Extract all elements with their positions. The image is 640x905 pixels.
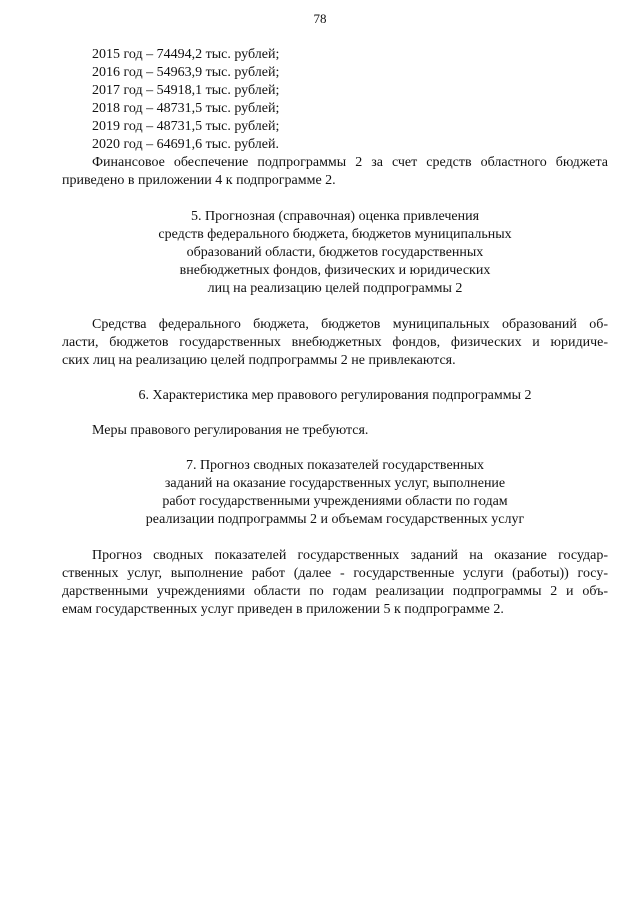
paragraph-line: Средства федерального бюджета, бюджетов муниципальных образований об- <box>92 317 608 332</box>
heading-line: 5. Прогнозная (справочная) оценка привлечения <box>190 209 480 224</box>
financing-paragraph <box>62 154 608 190</box>
paragraph-line: Прогноз сводных показателей государственных заданий на оказание государ- <box>92 548 608 563</box>
heading-line: внебюджетных фондов, физических и юридических <box>179 263 491 278</box>
paragraph-line: ственных услуг, выполнение работ (далее - государственные услуги (работы)) госу- <box>62 566 608 581</box>
paragraph-line: ских лиц на реализацию целей подпрограммы 2 не привлекаются. <box>62 353 456 368</box>
funding-year-line: 2017 год – 54918,1 тыс. рублей; <box>92 83 280 98</box>
heading-line: заданий на оказание государственных услуг, выполнение <box>164 476 506 491</box>
section-5-paragraph <box>62 316 608 370</box>
funding-year-line: 2019 год – 48731,5 тыс. рублей; <box>92 119 280 134</box>
paragraph-line: Финансовое обеспечение подпрограммы 2 за счет средств областного бюджета <box>92 155 608 170</box>
section-6-heading <box>62 387 608 405</box>
heading-line: реализации подпрограммы 2 и объемам государственных услуг <box>145 512 525 527</box>
paragraph-line: дарственными учреждениями области по годам реализации подпрограммы 2 и объ- <box>62 584 608 599</box>
paragraph-line: ласти, бюджетов государственных внебюджетных фондов, физических и юридиче- <box>62 335 608 350</box>
heading-line: средств федерального бюджета, бюджетов муниципальных <box>158 227 512 242</box>
funding-by-year-list <box>92 46 608 154</box>
paragraph-line: емам государственных услуг приведен в приложении 5 к подпрограмме 2. <box>62 602 504 617</box>
funding-year-line: 2020 год – 64691,6 тыс. рублей. <box>92 137 279 152</box>
funding-year-line: 2016 год – 54963,9 тыс. рублей; <box>92 65 280 80</box>
heading-line: 6. Характеристика мер правового регулирования подпрограммы 2 <box>138 388 532 403</box>
section-6-paragraph <box>62 422 608 440</box>
heading-line: образований области, бюджетов государственных <box>186 245 484 260</box>
section-7-heading <box>62 457 608 529</box>
funding-year-line: 2018 год – 48731,5 тыс. рублей; <box>92 101 280 116</box>
section-7-paragraph <box>62 547 608 619</box>
heading-line: лиц на реализацию целей подпрограммы 2 <box>207 281 463 296</box>
page-number: 78 <box>313 11 327 26</box>
paragraph-line: приведено в приложении 4 к подпрограмме 2. <box>62 173 336 188</box>
paragraph-line: Меры правового регулирования не требуются. <box>92 423 369 438</box>
section-5-heading <box>62 208 608 298</box>
page-content <box>62 46 608 619</box>
funding-year-line: 2015 год – 74494,2 тыс. рублей; <box>92 47 280 62</box>
heading-line: 7. Прогноз сводных показателей государственных <box>185 458 485 473</box>
heading-line: работ государственными учреждениями области по годам <box>162 494 508 509</box>
